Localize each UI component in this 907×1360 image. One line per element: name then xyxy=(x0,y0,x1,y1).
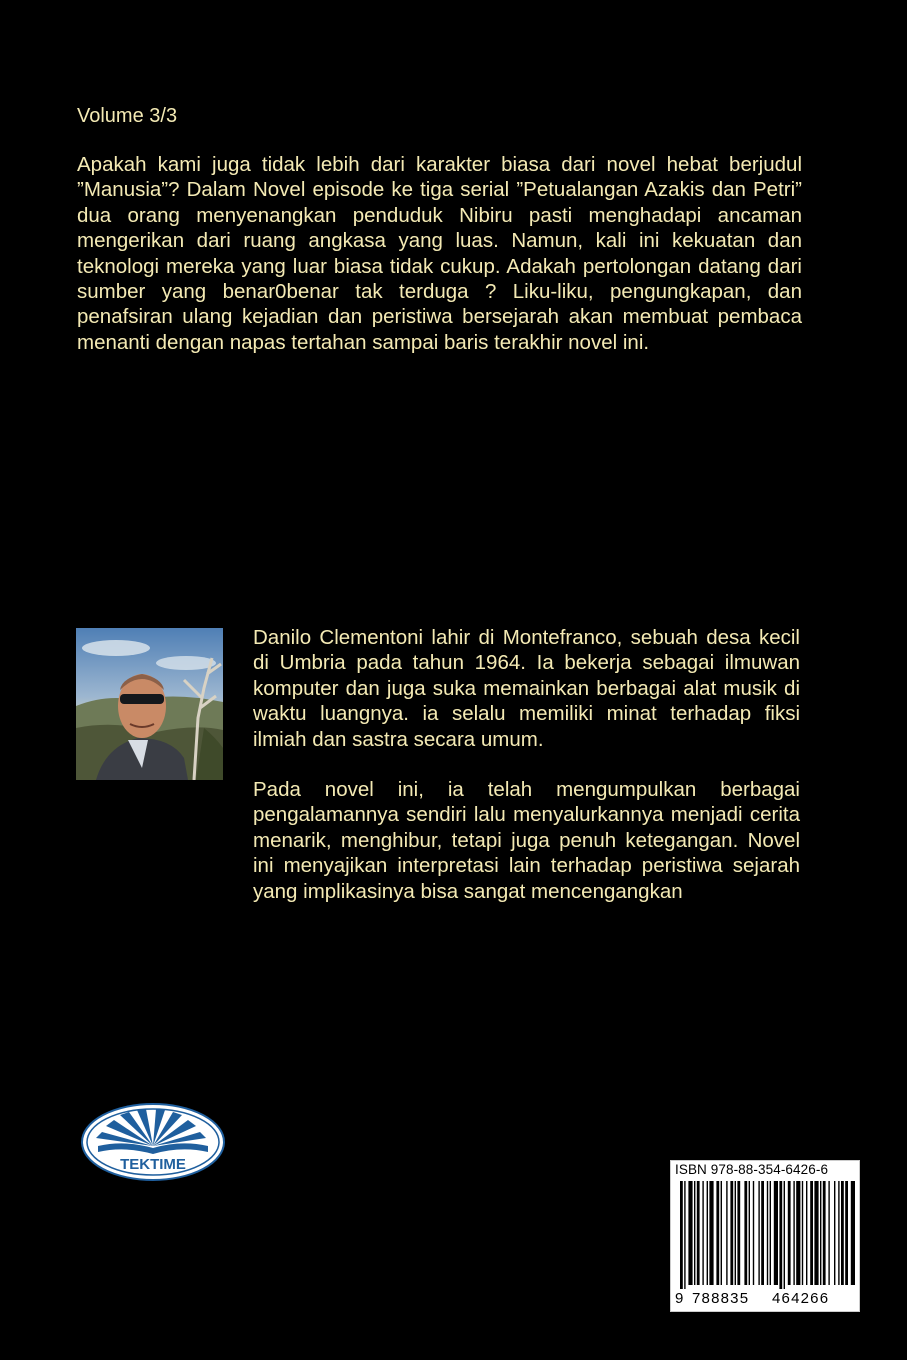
barcode-bar xyxy=(688,1181,692,1285)
barcode-bar xyxy=(851,1181,855,1285)
barcode-bar xyxy=(820,1181,821,1285)
volume-label: Volume 3/3 xyxy=(77,105,178,127)
barcode-bar xyxy=(753,1181,754,1285)
barcode-bar xyxy=(774,1181,778,1285)
barcode-digits-left: 788835 xyxy=(692,1290,750,1307)
barcode-bar xyxy=(838,1181,839,1285)
barcode-bar xyxy=(806,1181,807,1285)
barcode-digits-right: 464266 xyxy=(772,1290,830,1307)
barcode-digits xyxy=(671,1289,861,1311)
barcode-bar xyxy=(730,1181,733,1285)
barcode-bar xyxy=(749,1181,750,1285)
barcode-bar xyxy=(796,1181,800,1285)
barcode-bar xyxy=(758,1181,759,1285)
barcode-bar xyxy=(697,1181,700,1285)
barcode-bar xyxy=(841,1181,844,1285)
barcode-bars xyxy=(676,1181,856,1297)
barcode-bar xyxy=(770,1181,771,1285)
author-bio-paragraph-1: Danilo Clementoni lahir di Montefranco, sebuah desa kecil di Umbria pada tahun 1964. Ia bekerja sebagai ilmuwan komputer dan juga suka memainkan berbagai alat musik di waktu luangnya. ia selalu memiliki minat terhadap fiksi ilmiah dan sastra secara umum. xyxy=(253,626,800,751)
author-portrait-image xyxy=(76,628,223,780)
author-bio xyxy=(253,625,800,929)
barcode-bar xyxy=(814,1181,818,1285)
barcode-bar xyxy=(761,1181,764,1285)
isbn-barcode xyxy=(670,1160,860,1312)
barcode-bar xyxy=(767,1181,768,1285)
tektime-logo-text: TEKTIME xyxy=(120,1156,186,1173)
barcode-bar xyxy=(834,1181,835,1285)
book-synopsis: Apakah kami juga tidak lebih dari karakter biasa dari novel hebat berjudul ”Manusia”? Dalam Novel episode ke tiga serial ”Petualangan Azakis dan Petri” dua orang menyenangkan penduduk Nibiru pasti menghadapi ancaman mengerikan dari ruang angkasa yang luas. Namun, kali ini kekuatan dan teknologi mereka yang luar biasa tidak cukup. Adakah pertolongan datang dari sumber yang benar0benar tak terduga ? Liku-liku, pengungkapan, dan penafsiran ulang kejadian dan peristiwa bersejarah akan membuat pembaca menanti dengan napas tertahan sampai baris terakhir novel ini. xyxy=(77,153,802,354)
barcode-bar xyxy=(784,1181,785,1297)
barcode-bar xyxy=(788,1181,791,1285)
barcode-bar xyxy=(828,1181,829,1285)
author-bio-paragraph-2: Pada novel ini, ia telah mengumpulkan berbagai pengalamannya sendiri lalu menyalurkannya menjadi cerita menarik, menghibur, tetapi juga penuh ketegangan. Novel ini menyajikan interpretasi lain terhadap peristiwa sejarah yang implikasinya bisa sangat mencengangkan xyxy=(253,778,800,903)
barcode-bar xyxy=(735,1181,736,1285)
barcode-bar xyxy=(793,1181,794,1285)
barcode-bar xyxy=(702,1181,703,1285)
barcode-bar xyxy=(707,1181,708,1285)
barcode-bar xyxy=(845,1181,848,1285)
author-photo xyxy=(76,628,223,780)
tektime-logo xyxy=(80,1102,226,1182)
barcode-bar xyxy=(721,1181,722,1285)
barcode-bar xyxy=(726,1181,727,1285)
barcode-bar xyxy=(709,1181,713,1285)
isbn-label: ISBN 978-88-354-6426-6 xyxy=(675,1162,829,1177)
barcode-bar xyxy=(684,1181,685,1297)
barcode-bar xyxy=(737,1181,740,1285)
barcode-bar xyxy=(694,1181,695,1285)
barcode-bar xyxy=(802,1181,803,1285)
barcode-bar xyxy=(680,1181,683,1297)
barcode-bar xyxy=(779,1181,782,1297)
barcode-bar xyxy=(716,1181,719,1285)
barcode-bar xyxy=(744,1181,747,1285)
barcode-bar xyxy=(823,1181,826,1285)
barcode-digit-first: 9 xyxy=(675,1290,685,1307)
barcode-bar xyxy=(810,1181,813,1285)
